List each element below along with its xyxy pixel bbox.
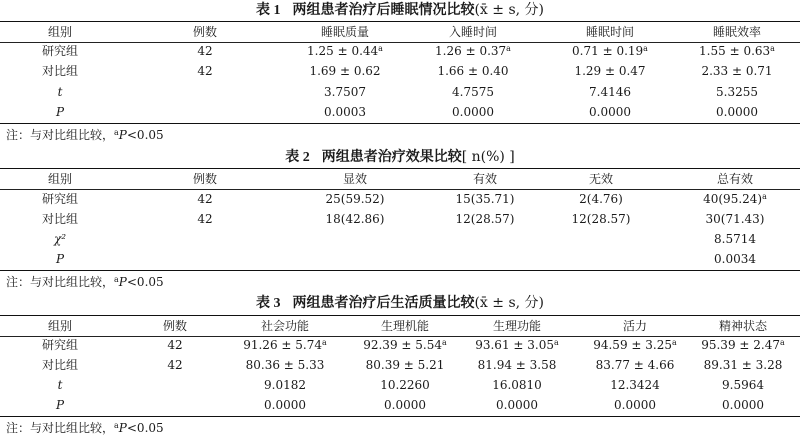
significance-mark: a: [671, 338, 677, 347]
table3-bottom-rule: [0, 416, 800, 417]
table3-col-vitality: 活力: [622, 319, 647, 333]
table3-cell-stat-label: P: [55, 398, 65, 412]
table3-col-physiological: 生理机能: [380, 319, 429, 333]
table3-cell-value: 81.94 ± 3.58: [477, 358, 557, 372]
table3-cell-value: 80.36 ± 5.33: [245, 358, 325, 372]
table1-bottom-rule: [0, 123, 800, 124]
table-row: [0, 250, 800, 268]
table1-header-row: [0, 23, 800, 41]
table-row: [0, 356, 800, 374]
table1-value: 1.26 ± 0.37: [435, 44, 507, 58]
table-row: [0, 230, 800, 248]
table3-col-social: 社会功能: [260, 319, 309, 333]
table3-value: 94.59 ± 3.25: [593, 338, 672, 352]
table2-stat: [ n(%) ]: [461, 149, 515, 165]
table2-col-ineffective: 无效: [588, 172, 613, 186]
table2-number: 表 2: [285, 150, 310, 165]
table1-col-count: 例数: [192, 25, 217, 39]
table2-cell-value: 18(42.86): [325, 212, 385, 226]
table-row: [0, 396, 800, 414]
table1-col-group: 组别: [47, 25, 72, 39]
table1-col-sleep-time: 睡眠时间: [585, 25, 634, 39]
table1-cell-value: 1.29 ± 0.47: [574, 64, 646, 78]
table1-stat: (x̄ ± s, 分): [474, 2, 545, 18]
table2-cell-value: 2(4.76): [579, 192, 623, 206]
table2-top-rule: [0, 168, 800, 169]
significance-mark: a: [378, 44, 383, 53]
table2-col-group: 组别: [47, 172, 72, 186]
table2-col-marked: 显效: [342, 172, 367, 186]
table3-stat: (x̄ ± s, 分): [474, 295, 545, 311]
table1-cell-value: [682, 42, 792, 60]
table3-cell-value: 10.2260: [380, 378, 430, 392]
table-row: [0, 210, 800, 228]
table3-note: [6, 419, 164, 437]
table1-cell-value: [555, 42, 665, 60]
table3-top-rule: [0, 315, 800, 316]
table3-cell-value: 0.0000: [614, 398, 656, 412]
table1-title: 两组患者治疗后睡眠情况比较: [292, 2, 475, 18]
table3-value: 93.61 ± 3.05: [475, 338, 554, 352]
table-row: [0, 83, 800, 101]
table1-caption: [0, 1, 800, 20]
table2-title: 两组患者治疗效果比较: [321, 149, 462, 165]
table3-value: 92.39 ± 5.54: [363, 338, 442, 352]
note-threshold: <0.05: [126, 421, 164, 435]
table-row: [0, 190, 800, 208]
table2-cell-value: 12(28.57): [455, 212, 515, 226]
table2-caption: [0, 148, 800, 167]
table2-col-effective: 有效: [472, 172, 497, 186]
table2-col-total: 总有效: [716, 172, 753, 186]
table2-cell-stat-label: P: [55, 252, 65, 266]
significance-mark: a: [779, 338, 785, 347]
table3-cell-value: 9.5964: [722, 378, 764, 392]
table1-col-sleep-onset: 入睡时间: [448, 25, 497, 39]
table1-cell-value: 4.7575: [452, 85, 494, 99]
table-row: [0, 376, 800, 394]
table1-cell-value: 1.69 ± 0.62: [309, 64, 381, 78]
table3-value: 95.39 ± 2.47: [701, 338, 780, 352]
table2-bottom-rule: [0, 270, 800, 271]
table3-value: 91.26 ± 5.74: [243, 338, 322, 352]
table1-cell-count: 42: [197, 44, 213, 58]
table-row: [0, 62, 800, 80]
table2-cell-count: 42: [197, 192, 213, 206]
table1-number: 表 1: [255, 3, 281, 18]
table1-cell-stat-label: P: [55, 105, 65, 119]
table-row: [0, 103, 800, 121]
table2-col-count: 例数: [192, 172, 217, 186]
note-prefix: 注：与对比组比较，: [6, 421, 115, 435]
table3-cell-group: 研究组: [41, 338, 78, 352]
table3-cell-value: 16.0810: [492, 378, 542, 392]
table1-cell-group: 研究组: [41, 44, 78, 58]
note-threshold: <0.05: [126, 128, 164, 142]
table1-cell-group: 对比组: [41, 64, 78, 78]
significance-mark: a: [321, 338, 327, 347]
table1-value: 0.71 ± 0.19: [572, 44, 644, 58]
table1-cell-value: 0.0000: [716, 105, 758, 119]
table3-cell-value: 0.0000: [384, 398, 426, 412]
significance-mark: a: [762, 192, 767, 201]
table3-cell-value: [230, 336, 340, 354]
significance-mark: a: [441, 338, 447, 347]
table1-cell-value: 7.4146: [589, 85, 631, 99]
table1-cell-value: 0.0000: [452, 105, 494, 119]
table3-cell-value: 12.3424: [610, 378, 660, 392]
table-row: [0, 42, 800, 60]
table1-cell-value: 3.7507: [324, 85, 366, 99]
table3-col-count: 例数: [162, 319, 187, 333]
table2-cell-value: 30(71.43): [705, 212, 765, 226]
table3-cell-value: 80.39 ± 5.21: [365, 358, 445, 372]
table3-cell-value: [462, 336, 572, 354]
table3-col-group: 组别: [47, 319, 72, 333]
table3-cell-value: 0.0000: [496, 398, 538, 412]
table3-cell-value: 0.0000: [264, 398, 306, 412]
significance-mark: a: [770, 44, 775, 53]
significance-mark: a: [114, 421, 119, 430]
note-p: P: [118, 275, 127, 289]
significance-mark: a: [643, 44, 648, 53]
table3-header-row: [0, 317, 800, 335]
note-p: P: [118, 128, 127, 142]
table3-cell-value: 0.0000: [722, 398, 764, 412]
significance-mark: a: [553, 338, 559, 347]
table2-cell-value: 0.0034: [714, 252, 756, 266]
table3-cell-count: 42: [167, 358, 183, 372]
table2-cell-value: 8.5714: [714, 232, 756, 246]
table1-cell-value: 1.66 ± 0.40: [437, 64, 509, 78]
table2-header-row: [0, 170, 800, 188]
table3-caption: [0, 294, 800, 313]
table2-cell-group: 对比组: [41, 212, 78, 226]
table3-cell-stat-label: t: [57, 378, 63, 392]
table2-cell-value: 12(28.57): [571, 212, 631, 226]
table3-cell-value: [580, 336, 690, 354]
table3-cell-group: 对比组: [41, 358, 78, 372]
table3-title: 两组患者治疗后生活质量比较: [292, 295, 475, 311]
significance-mark: a: [114, 128, 119, 137]
note-prefix: 注：与对比组比较，: [6, 275, 115, 289]
table1-cell-stat-label: t: [57, 85, 63, 99]
table1-value: 1.25 ± 0.44: [307, 44, 379, 58]
table1-col-sleep-quality: 睡眠质量: [320, 25, 369, 39]
table2-value: 40(95.24): [703, 192, 763, 206]
table3-col-physical-function: 生理功能: [492, 319, 541, 333]
table3-number: 表 3: [255, 296, 281, 311]
table2-note: [6, 273, 164, 291]
table3-cell-value: [688, 336, 798, 354]
table1-cell-value: 0.0003: [324, 105, 366, 119]
table3-cell-value: 83.77 ± 4.66: [595, 358, 675, 372]
table3-cell-value: [350, 336, 460, 354]
note-threshold: <0.05: [126, 275, 164, 289]
table3-col-mental: 精神状态: [718, 319, 767, 333]
table1-top-rule: [0, 21, 800, 22]
significance-mark: a: [114, 275, 119, 284]
note-p: P: [118, 421, 127, 435]
table1-col-sleep-efficiency: 睡眠效率: [712, 25, 761, 39]
table2-cell-group: 研究组: [41, 192, 78, 206]
table1-value: 1.55 ± 0.63: [699, 44, 771, 58]
table1-cell-value: 5.3255: [716, 85, 758, 99]
table1-cell-value: [290, 42, 400, 60]
table2-cell-count: 42: [197, 212, 213, 226]
table1-cell-value: 2.33 ± 0.71: [701, 64, 773, 78]
table1-note: [6, 126, 164, 144]
significance-mark: a: [506, 44, 511, 53]
table2-cell-stat-label: χ²: [53, 232, 67, 246]
table3-cell-value: 9.0182: [264, 378, 306, 392]
table2-cell-value: [680, 190, 790, 208]
table2-cell-value: 25(59.52): [325, 192, 385, 206]
table-row: [0, 336, 800, 354]
table3-cell-count: 42: [167, 338, 183, 352]
table3-cell-value: 89.31 ± 3.28: [703, 358, 783, 372]
table1-cell-count: 42: [197, 64, 213, 78]
table1-cell-value: [418, 42, 528, 60]
table2-cell-value: 15(35.71): [455, 192, 515, 206]
note-prefix: 注：与对比组比较，: [6, 128, 115, 142]
table1-cell-value: 0.0000: [589, 105, 631, 119]
